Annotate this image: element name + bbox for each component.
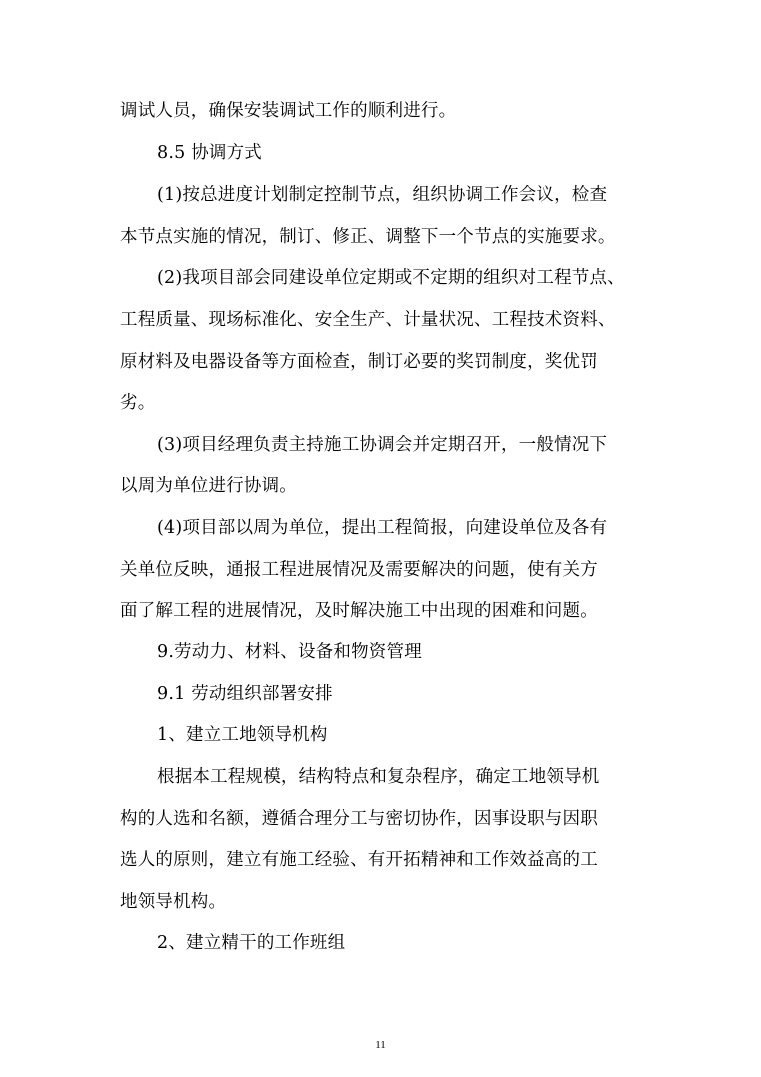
text-line: 本节点实施的情况，制订、修正、调整下一个节点的实施要求。 bbox=[120, 227, 616, 247]
text-line: 原材料及电器设备等方面检查，制订必要的奖罚制度，奖优罚 bbox=[120, 352, 598, 372]
text-line: 地领导机构。 bbox=[120, 892, 227, 912]
text-line: (4)项目部以周为单位，提出工程简报，向建设单位及各有 bbox=[157, 518, 608, 538]
text-line: (3)项目经理负责主持施工协调会并定期召开，一般情况下 bbox=[157, 435, 608, 455]
text-line: (2)我项目部会同建设单位定期或不定期的组织对工程节点、 bbox=[157, 268, 625, 288]
text-line: 根据本工程规模，结构特点和复杂程序，确定工地领导机 bbox=[157, 767, 600, 787]
page-number: 11 bbox=[375, 1039, 386, 1051]
section-heading: 9.劳动力、材料、设备和物资管理 bbox=[157, 642, 422, 662]
section-heading: 2、建立精干的工作班组 bbox=[157, 933, 346, 953]
text-line: 选人的原则，建立有施工经验、有开拓精神和工作效益高的工 bbox=[120, 850, 598, 870]
text-line: 调试人员，确保安装调试工作的顺利进行。 bbox=[120, 101, 457, 121]
text-line: 关单位反映，通报工程进展情况及需要解决的问题，使有关方 bbox=[120, 560, 598, 580]
text-line: 工程质量、现场标准化、安全生产、计量状况、工程技术资料、 bbox=[120, 310, 616, 330]
text-line: 以周为单位进行协调。 bbox=[120, 476, 297, 496]
text-line: (1)按总进度计划制定控制节点，组织协调工作会议，检查 bbox=[157, 185, 608, 205]
section-heading: 9.1 劳动组织部署安排 bbox=[157, 684, 333, 704]
text-line: 面了解工程的进展情况，及时解决施工中出现的困难和问题。 bbox=[120, 601, 598, 621]
section-heading: 8.5 协调方式 bbox=[157, 143, 262, 163]
section-heading: 1、建立工地领导机构 bbox=[157, 725, 328, 745]
text-line: 构的人选和名额，遵循合理分工与密切协作，因事设职与因职 bbox=[120, 809, 598, 829]
text-line: 劣。 bbox=[120, 393, 156, 413]
